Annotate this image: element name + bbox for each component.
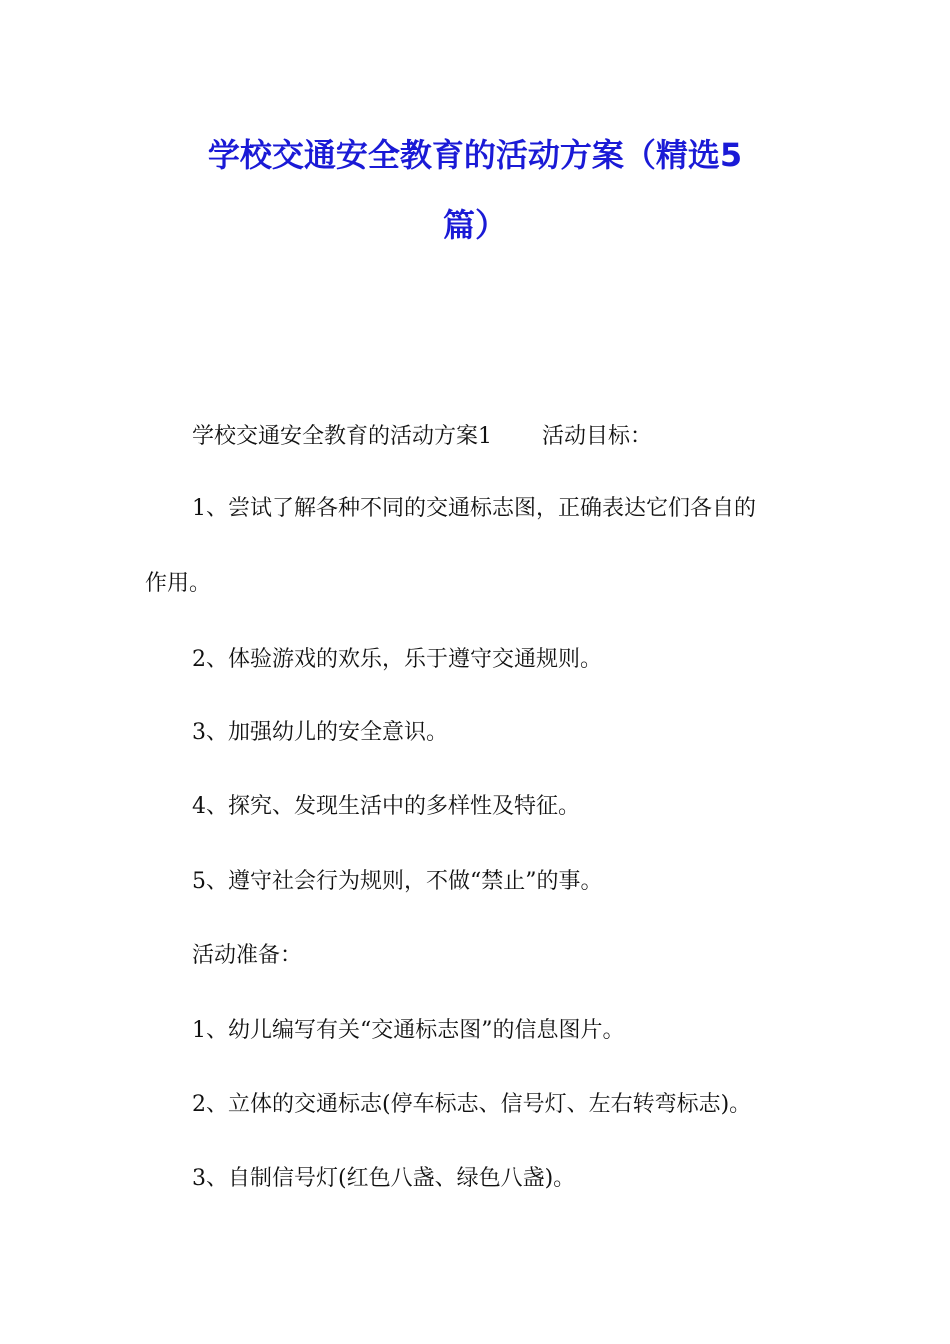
- prep-label: 活动准备：: [192, 943, 303, 968]
- goal-item-1: 1、尝试了解各种不同的交通标志图，正确表达它们各自的: [192, 496, 756, 521]
- goals-label: 活动目标：: [542, 424, 653, 449]
- goal-item-1-continued: 作用。: [145, 571, 212, 596]
- goal-item-2: 2、体验游戏的欢乐，乐于遵守交通规则。: [192, 647, 602, 672]
- prep-item-3: 3、自制信号灯(红色八盏、绿色八盏)。: [192, 1166, 576, 1191]
- goal-item-5: 5、遵守社会行为规则，不做“禁止”的事。: [192, 869, 603, 894]
- prep-item-1: 1、幼儿编写有关“交通标志图”的信息图片。: [192, 1018, 625, 1043]
- goal-item-3: 3、加强幼儿的安全意识。: [192, 720, 448, 745]
- document-title-line-1: 学校交通安全教育的活动方案（精选5: [207, 136, 743, 174]
- document-title-line-2: 篇）: [442, 206, 507, 244]
- prep-item-2: 2、立体的交通标志(停车标志、信号灯、左右转弯标志)。: [192, 1092, 752, 1117]
- goal-item-4: 4、探究、发现生活中的多样性及特征。: [192, 794, 580, 819]
- section-heading: 学校交通安全教育的活动方案1: [192, 424, 492, 449]
- section-heading-paragraph: [192, 422, 652, 452]
